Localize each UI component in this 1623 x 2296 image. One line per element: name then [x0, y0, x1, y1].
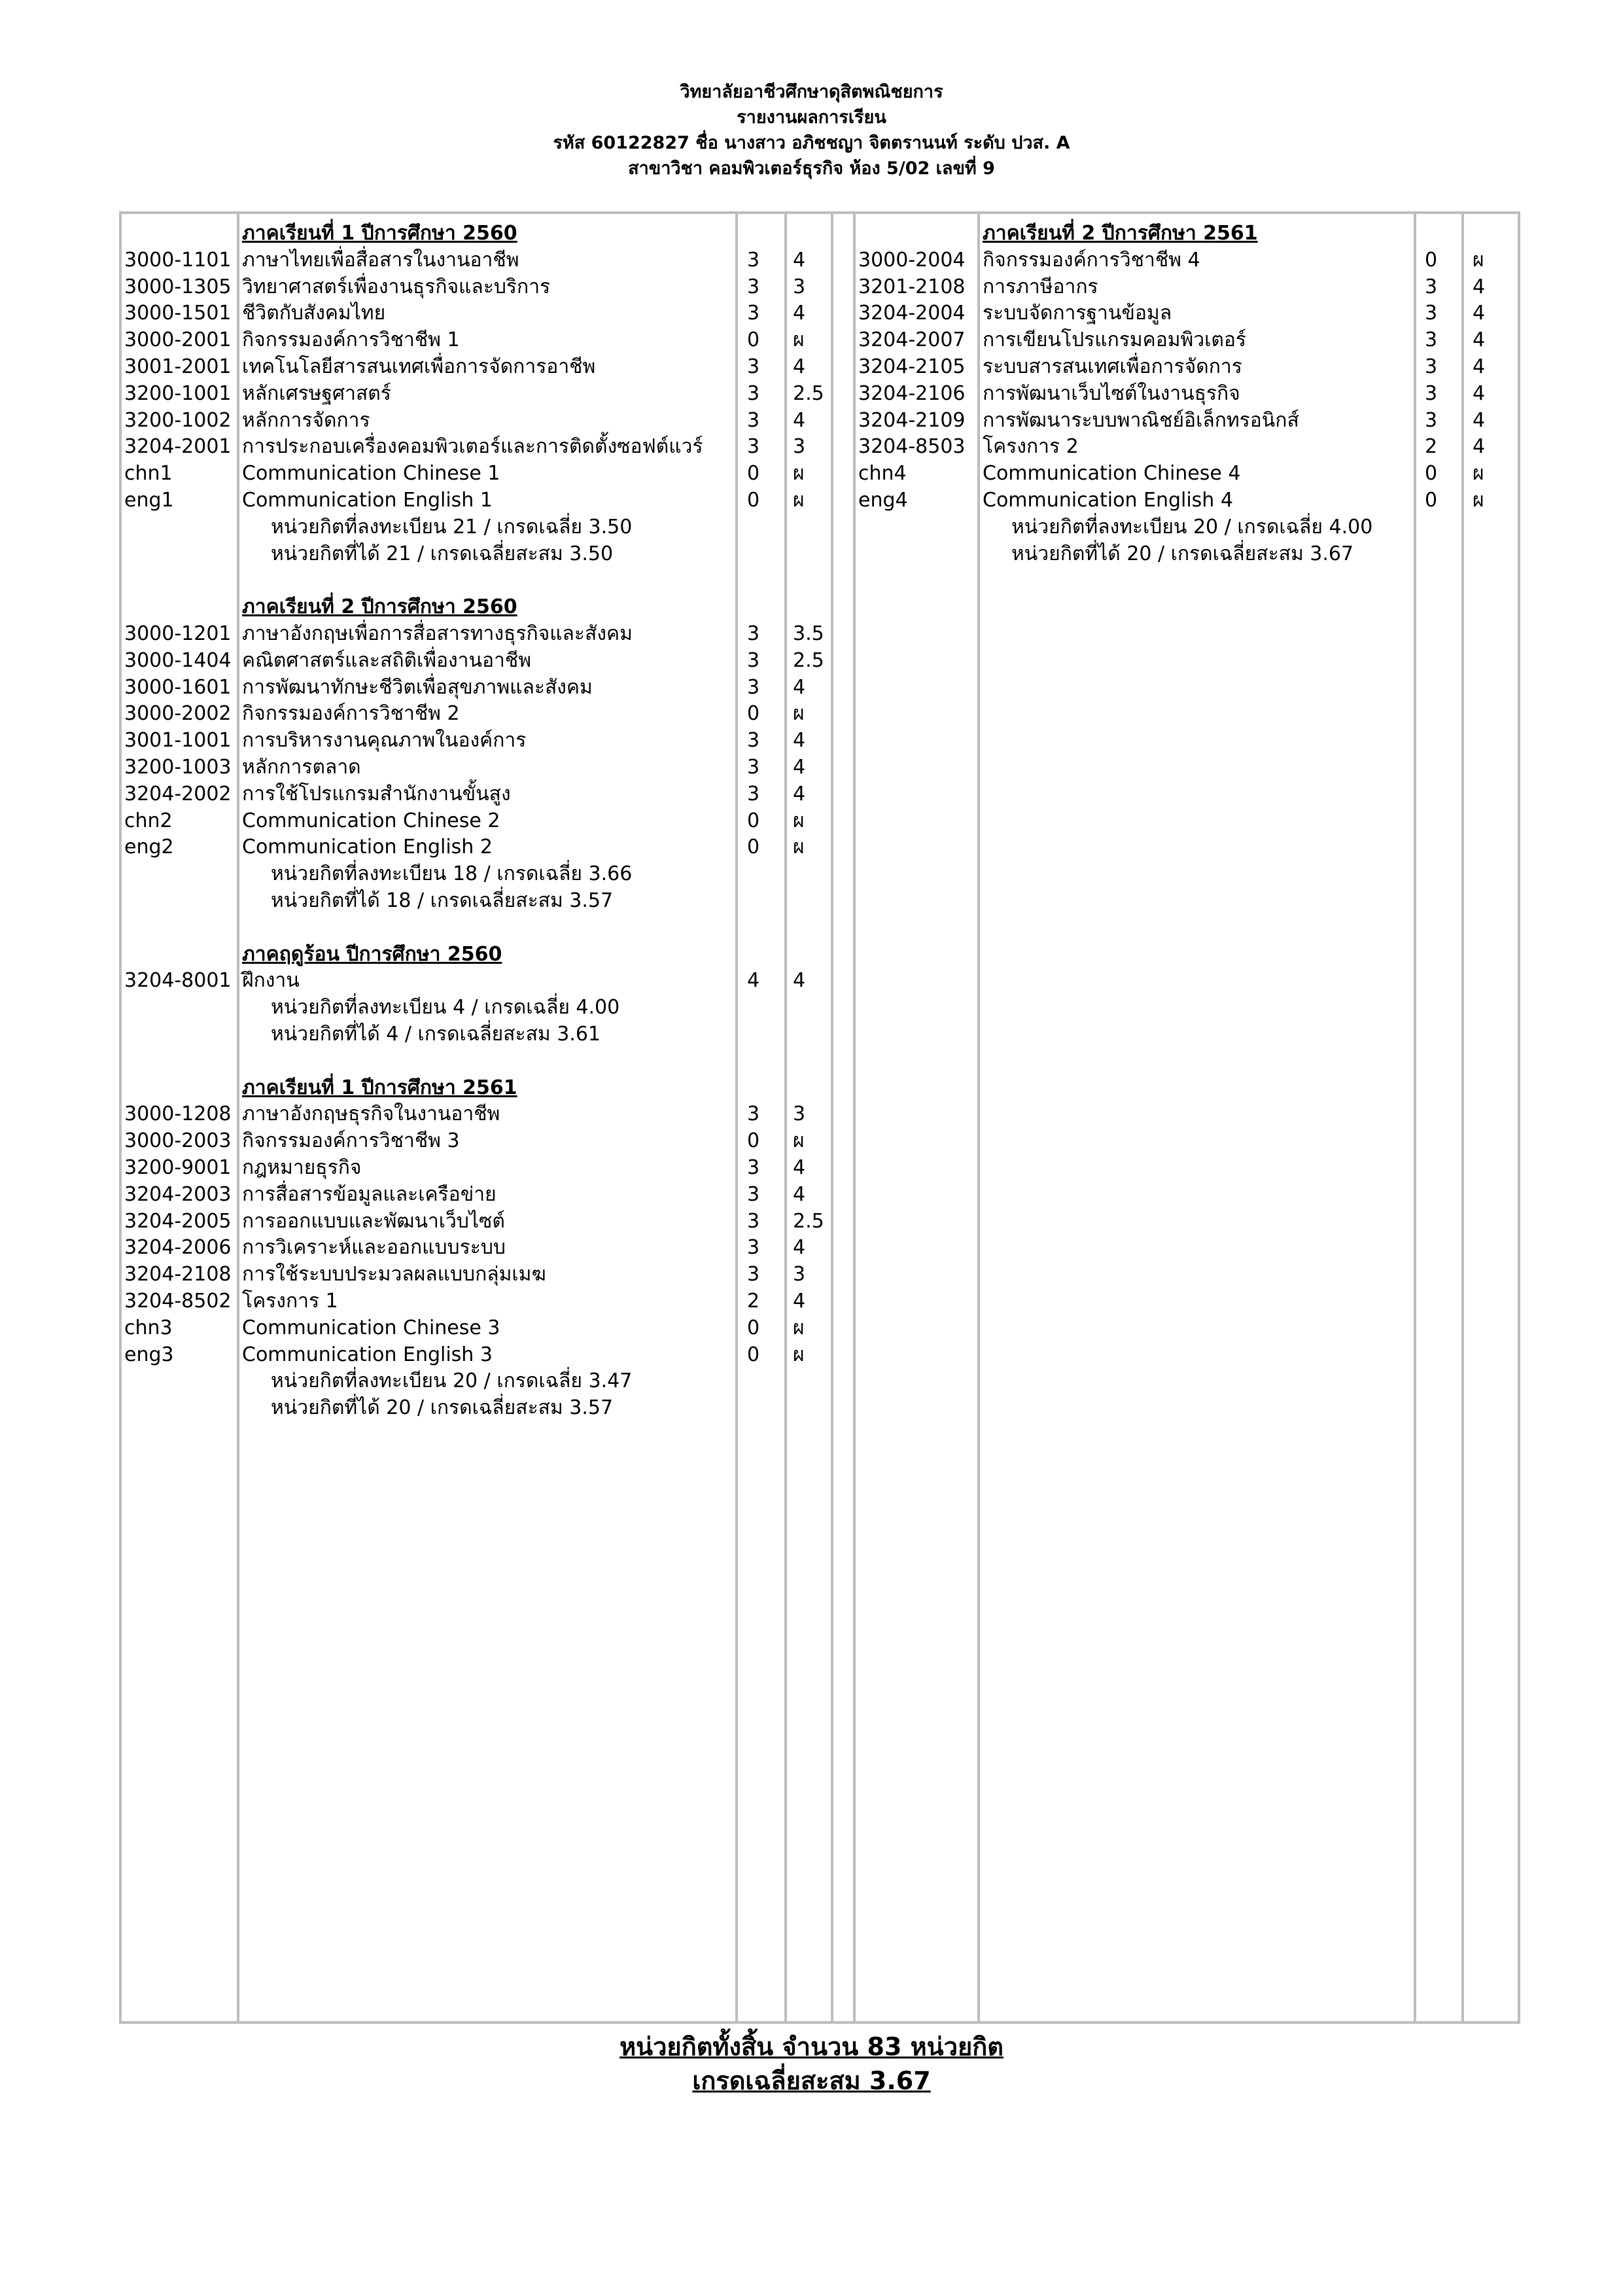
course-credit: 0 — [1425, 248, 1438, 272]
course-credit: 3 — [1425, 408, 1438, 432]
course-name: การพัฒนาเว็บไซต์ในงานธุรกิจ — [983, 381, 1240, 405]
course-name: Communication English 4 — [983, 489, 1233, 512]
semester-title-text: ภาคเรียนที่ 2 ปีการศึกษา 2560 — [242, 595, 517, 619]
course-credit: 3 — [747, 648, 760, 672]
column-divider — [1414, 211, 1416, 2024]
course-credit: 3 — [747, 355, 760, 378]
course-grade: 3 — [793, 1103, 806, 1126]
course-credit: 3 — [747, 1182, 760, 1206]
course-credit: 3 — [747, 675, 760, 699]
course-credit: 0 — [1425, 489, 1438, 512]
course-name: การภาษีอากร — [983, 275, 1098, 298]
course-code: 3201-2108 — [858, 275, 966, 298]
course-grade: ผ — [793, 1316, 805, 1339]
course-code: 3204-2001 — [124, 435, 232, 459]
course-grade: 4 — [793, 1236, 806, 1260]
course-grade: 4 — [793, 1156, 806, 1179]
course-name: การใช้โปรแกรมสำนักงานขั้นสูง — [242, 782, 511, 805]
course-grade: 3 — [793, 275, 806, 298]
course-credit: 3 — [747, 622, 760, 645]
column-divider — [1461, 211, 1464, 2024]
course-name: ฝึกงาน — [242, 969, 300, 993]
course-code: 3000-1201 — [124, 622, 232, 645]
column-divider — [735, 211, 738, 2024]
course-credit: 3 — [747, 435, 760, 459]
course-grade: 4 — [1473, 381, 1486, 405]
course-code: 3204-8502 — [124, 1290, 232, 1313]
course-grade: 4 — [793, 782, 806, 805]
student-info: รหัส 60122827 ชื่อ นางสาว อภิชชญา จิตตรานนท์ ระดับ ปวส. A — [553, 133, 1070, 153]
course-code: 3204-2005 — [124, 1209, 232, 1233]
course-credit: 0 — [747, 702, 760, 726]
course-grade: ผ — [793, 462, 805, 486]
course-name: หลักการจัดการ — [242, 408, 370, 432]
course-credit: 3 — [747, 1156, 760, 1179]
course-credit: 3 — [747, 302, 760, 325]
table-top-border — [119, 211, 1520, 214]
course-code: eng4 — [858, 489, 908, 512]
course-code: 3000-1101 — [124, 248, 232, 272]
course-credit: 2 — [747, 1290, 760, 1313]
course-grade: 4 — [793, 1182, 806, 1206]
course-grade: 4 — [1473, 355, 1486, 378]
semester-summary-earned-text: หน่วยกิตที่ได้ 20 / เกรดเฉลี่ยสะสม 3.67 — [1011, 542, 1354, 565]
semester-summary-earned-text: หน่วยกิตที่ได้ 21 / เกรดเฉลี่ยสะสม 3.50 — [271, 542, 614, 565]
course-credit: 0 — [747, 1129, 760, 1153]
course-grade: ผ — [793, 809, 805, 832]
course-name: กิจกรรมองค์การวิชาชีพ 2 — [242, 702, 460, 726]
course-credit: 3 — [747, 381, 760, 405]
course-credit: 0 — [747, 1343, 760, 1366]
course-code: 3200-1003 — [124, 756, 232, 779]
course-grade: 3.5 — [793, 622, 824, 645]
cumulative-gpa: เกรดเฉลี่ยสะสม 3.67 — [692, 2066, 931, 2095]
course-grade: 4 — [793, 408, 806, 432]
course-grade: 4 — [1473, 435, 1486, 459]
table-bottom-border — [119, 2021, 1520, 2024]
course-code: 3000-2001 — [124, 328, 232, 352]
course-grade: 3 — [793, 435, 806, 459]
course-name: เทคโนโลยีสารสนเทศเพื่อการจัดการอาชีพ — [242, 355, 596, 378]
course-name: การใช้ระบบประมวลผลแบบกลุ่มเมฆ — [242, 1263, 546, 1286]
column-divider — [977, 211, 980, 2024]
course-code: 3001-2001 — [124, 355, 232, 378]
course-credit: 3 — [747, 248, 760, 272]
semester-summary-registered-text: หน่วยกิตที่ลงทะเบียน 4 / เกรดเฉลี่ย 4.00 — [271, 996, 620, 1019]
course-grade: 4 — [793, 1290, 806, 1313]
course-grade: 2.5 — [793, 381, 824, 405]
course-code: 3200-1002 — [124, 408, 232, 432]
course-grade: 4 — [1473, 302, 1486, 325]
course-name: หลักเศรษฐศาสตร์ — [242, 381, 391, 405]
column-divider — [831, 211, 833, 2024]
course-code: eng3 — [124, 1343, 174, 1366]
course-name: ระบบสารสนเทศเพื่อการจัดการ — [983, 355, 1242, 378]
course-name: Communication Chinese 3 — [242, 1316, 500, 1339]
course-name: กฎหมายธุรกิจ — [242, 1156, 362, 1179]
semester-title-text: ภาคเรียนที่ 2 ปีการศึกษา 2561 — [983, 222, 1258, 245]
course-name: การออกแบบและพัฒนาเว็บไซต์ — [242, 1209, 505, 1233]
semester-summary-earned-text: หน่วยกิตที่ได้ 4 / เกรดเฉลี่ยสะสม 3.61 — [271, 1023, 601, 1046]
course-name: กิจกรรมองค์การวิชาชีพ 4 — [983, 248, 1200, 272]
course-name: วิทยาศาสตร์เพื่องานธุรกิจและบริการ — [242, 275, 551, 298]
course-code: 3000-2004 — [858, 248, 966, 272]
course-credit: 4 — [747, 969, 760, 993]
course-name: กิจกรรมองค์การวิชาชีพ 3 — [242, 1129, 460, 1153]
course-grade: ผ — [1473, 248, 1484, 272]
course-credit: 2 — [1425, 435, 1438, 459]
course-name: Communication Chinese 1 — [242, 462, 500, 486]
course-name: Communication Chinese 2 — [242, 809, 500, 832]
semester-title-text: ภาคฤดูร้อน ปีการศึกษา 2560 — [242, 942, 502, 966]
course-credit: 3 — [747, 275, 760, 298]
course-name: Communication English 1 — [242, 489, 493, 512]
course-code: chn2 — [124, 809, 173, 832]
course-code: chn3 — [124, 1316, 173, 1339]
semester-summary-registered-text: หน่วยกิตที่ลงทะเบียน 20 / เกรดเฉลี่ย 4.00 — [1011, 515, 1373, 539]
course-grade: 4 — [1473, 275, 1486, 298]
column-divider — [1518, 211, 1520, 2024]
course-name: การสื่อสารข้อมูลและเครือข่าย — [242, 1182, 497, 1206]
course-grade: ผ — [793, 836, 805, 859]
course-code: 3204-8001 — [124, 969, 232, 993]
semester-summary-registered-text: หน่วยกิตที่ลงทะเบียน 18 / เกรดเฉลี่ย 3.66 — [271, 862, 633, 886]
course-code: 3000-2002 — [124, 702, 232, 726]
course-code: 3200-9001 — [124, 1156, 232, 1179]
course-code: eng1 — [124, 489, 174, 512]
course-credit: 3 — [1425, 328, 1438, 352]
course-credit: 3 — [1425, 355, 1438, 378]
course-name: คณิตศาสตร์และสถิติเพื่องานอาชีพ — [242, 648, 532, 672]
course-name: การพัฒนาระบบพาณิชย์อิเล็กทรอนิกส์ — [983, 408, 1299, 432]
course-grade: 4 — [793, 355, 806, 378]
course-credit: 3 — [1425, 381, 1438, 405]
course-credit: 0 — [747, 836, 760, 859]
course-code: 3000-1501 — [124, 302, 232, 325]
program-info: สาขาวิชา คอมพิวเตอร์ธุรกิจ ห้อง 5/02 เลขที่ 9 — [628, 158, 995, 179]
course-grade: ผ — [793, 1129, 805, 1153]
course-name: ภาษาอังกฤษเพื่อการสื่อสารทางธุรกิจและสังคม — [242, 622, 633, 645]
total-credits: หน่วยกิตทั้งสิ้น จำนวน 83 หน่วยกิต — [620, 2032, 1003, 2061]
course-grade: ผ — [793, 489, 805, 512]
course-grade: ผ — [793, 1343, 805, 1366]
course-grade: 4 — [793, 969, 806, 993]
course-code: 3204-2003 — [124, 1182, 232, 1206]
course-grade: 4 — [1473, 328, 1486, 352]
column-divider — [784, 211, 787, 2024]
course-name: Communication Chinese 4 — [983, 462, 1241, 486]
course-grade: ผ — [793, 702, 805, 726]
course-credit: 0 — [747, 489, 760, 512]
course-name: การวิเคราะห์และออกแบบระบบ — [242, 1236, 506, 1260]
report-title: รายงานผลการเรียน — [737, 107, 886, 128]
course-name: โครงการ 1 — [242, 1290, 338, 1313]
course-credit: 0 — [747, 809, 760, 832]
course-code: chn1 — [124, 462, 173, 486]
course-name: การเขียนโปรแกรมคอมพิวเตอร์ — [983, 328, 1246, 352]
course-name: โครงการ 2 — [983, 435, 1079, 459]
course-code: 3000-1404 — [124, 648, 232, 672]
course-name: การพัฒนาทักษะชีวิตเพื่อสุขภาพและสังคม — [242, 675, 593, 699]
course-code: 3204-2006 — [124, 1236, 232, 1260]
course-code: 3204-2109 — [858, 408, 966, 432]
college-name: วิทยาลัยอาชีวศึกษาดุสิตพณิชยการ — [680, 82, 943, 102]
course-credit: 3 — [747, 782, 760, 805]
column-divider — [853, 211, 856, 2024]
course-credit: 0 — [747, 328, 760, 352]
course-code: 3204-2004 — [858, 302, 966, 325]
course-credit: 3 — [1425, 302, 1438, 325]
course-credit: 0 — [747, 1316, 760, 1339]
course-credit: 3 — [747, 1236, 760, 1260]
course-code: 3000-1208 — [124, 1103, 232, 1126]
course-name: การประกอบเครื่องคอมพิวเตอร์และการติดตั้งซอฟต์แวร์ — [242, 435, 703, 459]
course-code: 3204-2108 — [124, 1263, 232, 1286]
course-credit: 3 — [747, 1263, 760, 1286]
course-name: ระบบจัดการฐานข้อมูล — [983, 302, 1172, 325]
course-grade: ผ — [793, 328, 805, 352]
course-grade: 2.5 — [793, 648, 824, 672]
course-credit: 0 — [1425, 462, 1438, 486]
course-grade: 3 — [793, 1263, 806, 1286]
course-name: ชีวิตกับสังคมไทย — [242, 302, 386, 325]
course-code: 3000-2003 — [124, 1129, 232, 1153]
course-code: 3204-2106 — [858, 381, 966, 405]
course-name: การบริหารงานคุณภาพในองค์การ — [242, 729, 527, 752]
course-grade: 4 — [793, 729, 806, 752]
semester-title-text: ภาคเรียนที่ 1 ปีการศึกษา 2560 — [242, 222, 517, 245]
course-name: ภาษาอังกฤษธุรกิจในงานอาชีพ — [242, 1103, 500, 1126]
semester-summary-registered-text: หน่วยกิตที่ลงทะเบียน 21 / เกรดเฉลี่ย 3.50 — [271, 515, 633, 539]
course-credit: 3 — [747, 408, 760, 432]
course-code: 3204-8503 — [858, 435, 966, 459]
course-name: Communication English 3 — [242, 1343, 493, 1366]
semester-title-text: ภาคเรียนที่ 1 ปีการศึกษา 2561 — [242, 1076, 517, 1099]
course-code: 3204-2105 — [858, 355, 966, 378]
course-code: 3000-1601 — [124, 675, 232, 699]
course-grade: ผ — [1473, 489, 1484, 512]
course-code: 3200-1001 — [124, 381, 232, 405]
course-credit: 3 — [1425, 275, 1438, 298]
course-code: eng2 — [124, 836, 174, 859]
course-code: chn4 — [858, 462, 907, 486]
course-credit: 3 — [747, 1103, 760, 1126]
semester-summary-earned-text: หน่วยกิตที่ได้ 20 / เกรดเฉลี่ยสะสม 3.57 — [271, 1396, 614, 1420]
semester-summary-registered-text: หน่วยกิตที่ลงทะเบียน 20 / เกรดเฉลี่ย 3.47 — [271, 1369, 633, 1393]
course-grade: 4 — [793, 675, 806, 699]
course-code: 3000-1305 — [124, 275, 232, 298]
column-divider — [237, 211, 239, 2024]
course-code: 3204-2007 — [858, 328, 966, 352]
course-grade: 4 — [793, 302, 806, 325]
course-name: ภาษาไทยเพื่อสื่อสารในงานอาชีพ — [242, 248, 519, 272]
course-grade: 2.5 — [793, 1209, 824, 1233]
course-credit: 3 — [747, 1209, 760, 1233]
transcript-table — [119, 211, 1520, 2024]
semester-summary-earned-text: หน่วยกิตที่ได้ 18 / เกรดเฉลี่ยสะสม 3.57 — [271, 889, 614, 912]
course-name: หลักการตลาด — [242, 756, 361, 779]
course-grade: 4 — [793, 248, 806, 272]
course-code: 3001-1001 — [124, 729, 232, 752]
course-credit: 0 — [747, 462, 760, 486]
course-name: Communication English 2 — [242, 836, 493, 859]
course-grade: 4 — [1473, 408, 1486, 432]
course-code: 3204-2002 — [124, 782, 232, 805]
course-name: กิจกรรมองค์การวิชาชีพ 1 — [242, 328, 460, 352]
column-divider — [119, 211, 122, 2024]
course-credit: 3 — [747, 756, 760, 779]
course-credit: 3 — [747, 729, 760, 752]
course-grade: ผ — [1473, 462, 1484, 486]
course-grade: 4 — [793, 756, 806, 779]
